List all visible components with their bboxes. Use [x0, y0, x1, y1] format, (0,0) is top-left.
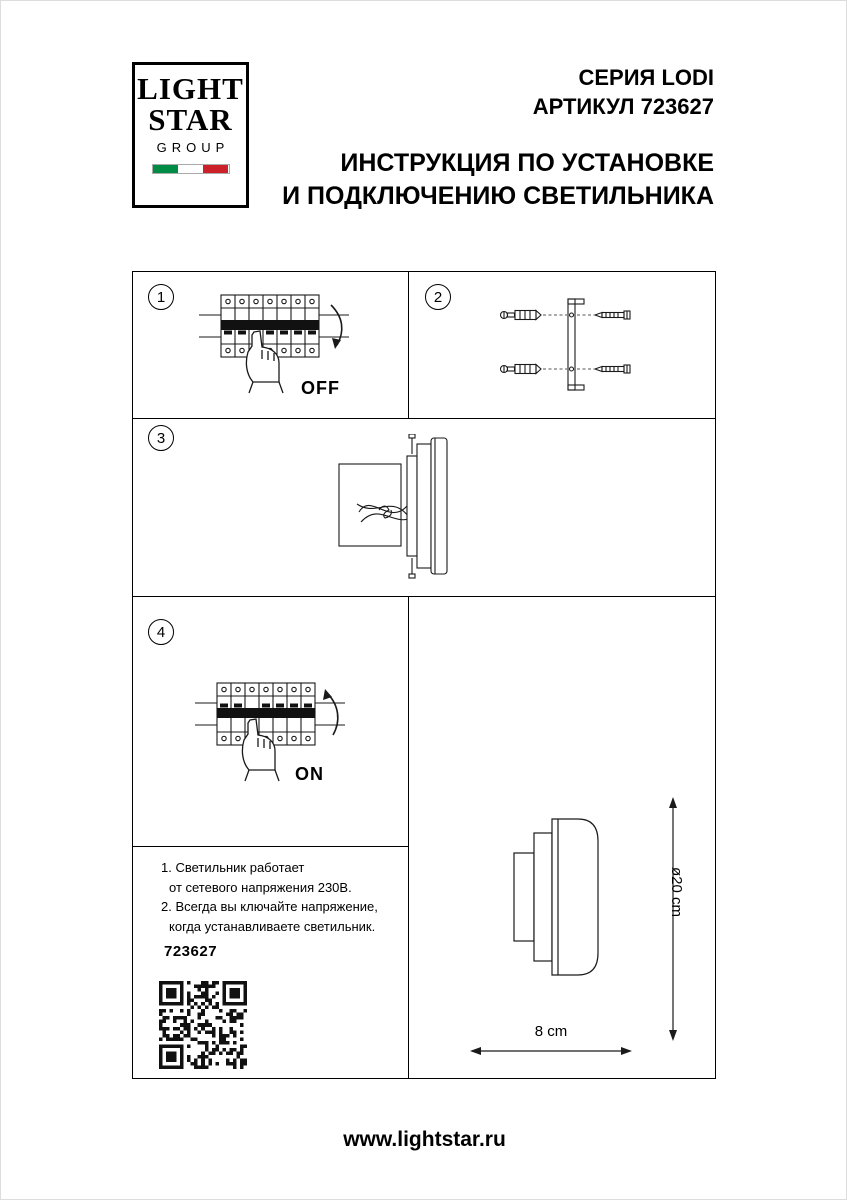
logo-word-group: GROUP [156, 140, 230, 155]
wiring-illustration [331, 434, 456, 579]
lightstar-logo [132, 62, 249, 208]
grid-hline-3 [132, 846, 409, 847]
qr-code [159, 981, 247, 1069]
article-number: 723627 [164, 943, 218, 960]
step-2-number: 2 [425, 284, 451, 310]
grid-hline-1 [132, 418, 716, 419]
website-url: www.lightstar.ru [343, 1128, 506, 1151]
note-line: 2. Всегда вы ключайте напряжение, [161, 899, 378, 914]
italian-flag-stripe [152, 164, 230, 174]
flag-red [203, 165, 228, 173]
title-line-1: ИНСТРУКЦИЯ ПО УСТАНОВКЕ [340, 149, 714, 177]
header-series-article [533, 63, 714, 121]
safety-notes [161, 858, 378, 936]
arrow-up-icon [323, 689, 338, 735]
grid-vline-2 [408, 596, 409, 1079]
diameter-dimension-label: ø20 cm [668, 867, 685, 918]
step-1-number: 1 [148, 284, 174, 310]
step-4-number: 4 [148, 619, 174, 645]
flag-green [153, 165, 178, 173]
flag-white [178, 165, 203, 173]
width-dimension-label: 8 cm [534, 1023, 568, 1040]
lamp-dimension-drawing [456, 789, 696, 1061]
off-label: OFF [301, 378, 340, 398]
mounting-bracket-illustration [498, 297, 638, 392]
grid-vline-1 [408, 271, 409, 418]
grid-hline-2 [132, 596, 716, 597]
logo-word-star: STAR [148, 102, 233, 137]
note-line: когда устанавливаете светильник. [169, 918, 376, 934]
note-line: от сетевого напряжения 230В. [169, 879, 352, 895]
title-line-2: И ПОДКЛЮЧЕНИЮ СВЕТИЛЬНИКА [282, 182, 714, 210]
step-3-number: 3 [148, 425, 174, 451]
series-label: СЕРИЯ LODI [578, 65, 714, 90]
article-label: АРТИКУЛ 723627 [532, 94, 714, 119]
arrow-down-icon [331, 305, 342, 349]
note-line: 1. Светильник работает [161, 860, 305, 875]
on-label: ON [295, 764, 324, 784]
logo-word-light: LIGHT [137, 71, 244, 106]
page-title [282, 147, 714, 213]
